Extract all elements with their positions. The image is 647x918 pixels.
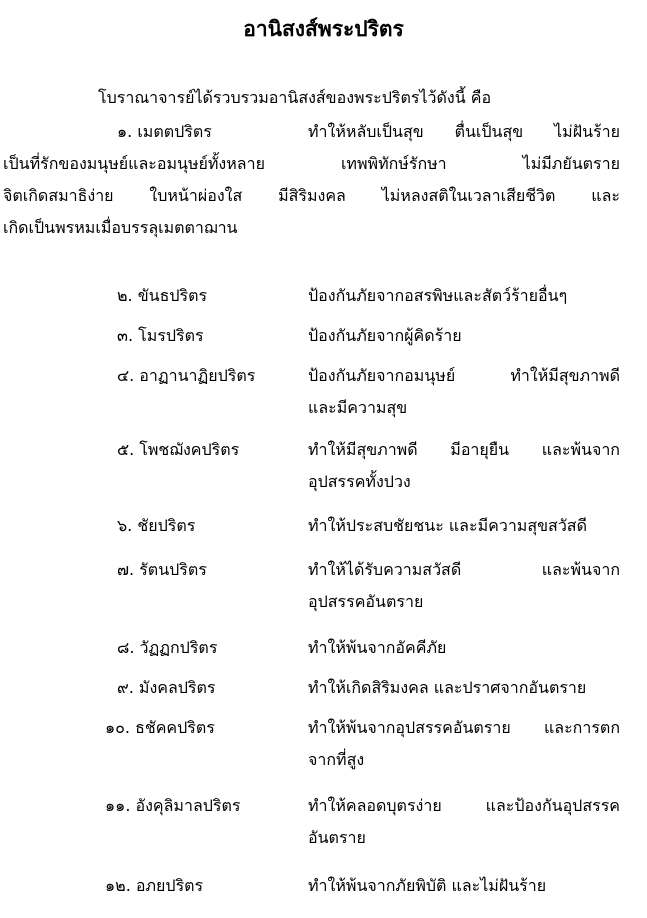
item-description [308,676,620,700]
item-description [308,794,620,850]
item-name-metta: ๑. เมตตปริตร [117,122,212,141]
item-name: ๑๑. อังคุลิมาลปริตร [105,796,241,815]
item-desc-line: ป้องกันภัยจากผู้คิดร้าย [308,326,462,345]
item-desc-line: ทำให้พ้นจากอัคคีภัย [308,638,447,657]
item-desc-line: อุปสรรคทั้งปวง [308,472,411,491]
item-desc-line: ทำให้พ้นจากภัยพิบัติ และไม่ฝันร้าย [308,876,547,895]
item-name: ๙. มังคลปริตร [117,678,216,697]
item-name: ๖. ชัยปริตร [117,516,196,535]
item-desc-line: และมีความสุข [308,398,408,417]
item-desc-line: ป้องกันภัยจากอสรพิษและสัตว์ร้ายอื่นๆ [308,286,568,305]
item-name: ๘. วัฏฏกปริตร [117,638,218,657]
item-description [308,438,620,494]
item-desc-line: ทำให้เกิดสิริมงคล และปราศจากอันตราย [308,678,587,697]
item-description [308,284,620,308]
item-description [308,364,620,420]
item-desc-line: อันตราย [308,828,366,847]
item-name: ๓. โมรปริตร [117,326,204,345]
item-desc-line: เกิดเป็นพรหมเมื่อบรรลุเมตตาฌาน [3,218,238,237]
item-desc-line: เป็นที่รักของมนุษย์และอมนุษย์ทั้งหลาย เทพพิทักษ์รักษา ไม่มีภยันตราย [3,154,620,173]
item-desc-line: ทำให้ได้รับความสวัสดี และพ้นจาก [308,560,620,579]
item-name: ๔. อาฏานาฏิยปริตร [117,366,256,385]
item-description [308,558,620,614]
item-desc-line: ทำให้หลับเป็นสุข ตื่นเป็นสุข ไม่ฝันร้าย [308,122,620,141]
item-description [308,874,620,898]
item-desc-line: จิตเกิดสมาธิง่าย ใบหน้าผ่องใส มีสิริมงคล ไม่หลงสติในเวลาเสียชีวิต และ [3,186,620,205]
item-desc-line: จากที่สูง [308,750,365,769]
item-name: ๒. ขันธปริตร [117,286,208,305]
item-desc-line: ทำให้ประสบชัยชนะ และมีความสุขสวัสดี [308,516,587,535]
item-description [308,514,620,538]
item-description [308,716,620,772]
item-description [308,636,620,660]
item-desc-line: ป้องกันภัยจากอมนุษย์ ทำให้มีสุขภาพดี [308,366,620,385]
item-desc-line: ทำให้พ้นจากอุปสรรคอันตราย และการตก [308,718,620,737]
item-name: ๑๒. อภยปริตร [105,876,204,895]
item-desc-line: ทำให้มีสุขภาพดี มีอายุยืน และพ้นจาก [308,440,620,459]
item-name: ๑๐. ธชัคคปริตร [105,718,215,737]
item-desc-line: ทำให้คลอดบุตรง่าย และป้องกันอุปสรรค [308,796,620,815]
intro-paragraph: โบราณาจารย์ได้รวบรวมอานิสงส์ของพระปริตรไว้ดังนี้ คือ [98,88,492,107]
item-name: ๗. รัตนปริตร [117,560,207,579]
item-name: ๕. โพชฌังคปริตร [117,440,240,459]
page-title: อานิสงส์พระปริตร [243,16,404,41]
item-description [308,324,620,348]
item-desc-line: อุปสรรคอันตราย [308,592,424,611]
